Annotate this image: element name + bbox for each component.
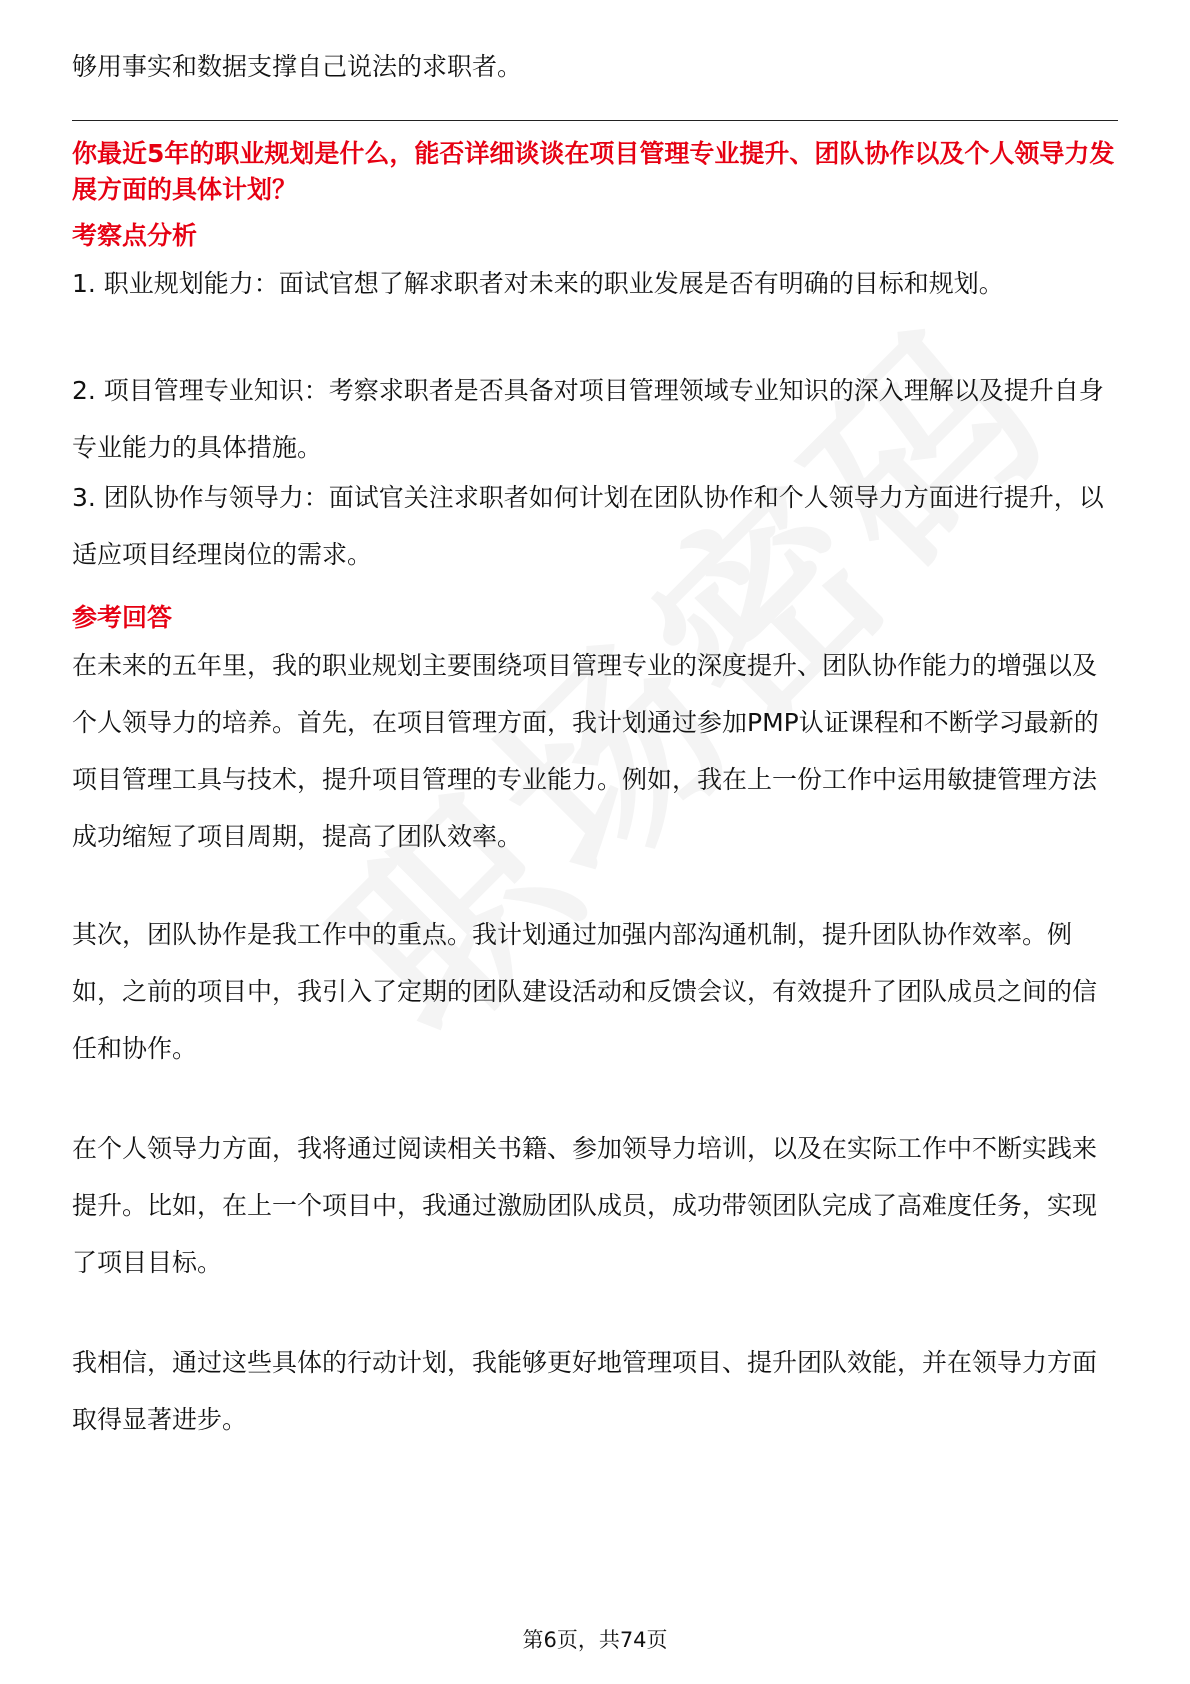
page-number: 第6页，共74页 xyxy=(522,1628,668,1652)
section-divider xyxy=(72,120,1118,121)
answer-title: 参考回答 xyxy=(72,603,173,632)
answer-paragraph-2: 其次，团队协作是我工作中的重点。我计划通过加强内部沟通机制，提升团队协作效率。例如，之前的项目中，我引入了定期的团队建设活动和反馈会议，有效提升了团队成员之间的信任和协作。 xyxy=(72,920,1098,1063)
intro-tail-text: 够用事实和数据支撑自己说法的求职者。 xyxy=(72,52,523,81)
question-heading: 你最近5年的职业规划是什么，能否详细谈谈在项目管理专业提升、团队协作以及个人领导力发展方面的具体计划？ xyxy=(72,139,1115,204)
analysis-item-2: 2. 项目管理专业知识：考察求职者是否具备对项目管理领域专业知识的深入理解以及提升自身专业能力的具体措施。 xyxy=(72,376,1104,462)
answer-paragraph-3: 在个人领导力方面，我将通过阅读相关书籍、参加领导力培训，以及在实际工作中不断实践来提升。比如，在上一个项目中，我通过激励团队成员，成功带领团队完成了高难度任务，实现了项目目标。 xyxy=(72,1134,1098,1277)
document-page xyxy=(72,0,1118,1684)
answer-paragraph-4: 我相信，通过这些具体的行动计划，我能够更好地管理项目、提升团队效能，并在领导力方面取得显著进步。 xyxy=(72,1348,1098,1434)
answer-paragraph-1: 在未来的五年里，我的职业规划主要围绕项目管理专业的深度提升、团队协作能力的增强以及个人领导力的培养。首先，在项目管理方面，我计划通过参加PMP认证课程和不断学习最新的项目管理工具与技术，提升项目管理的专业能力。例如，我在上一份工作中运用敏捷管理方法成功缩短了项目周期，提高了团队效率。 xyxy=(72,651,1099,851)
analysis-item-1: 1. 职业规划能力：面试官想了解求职者对未来的职业发展是否有明确的目标和规划。 xyxy=(72,269,1004,298)
analysis-title: 考察点分析 xyxy=(72,221,198,250)
analysis-item-3: 3. 团队协作与领导力：面试官关注求职者如何计划在团队协作和个人领导力方面进行提升，以适应项目经理岗位的需求。 xyxy=(72,483,1104,569)
